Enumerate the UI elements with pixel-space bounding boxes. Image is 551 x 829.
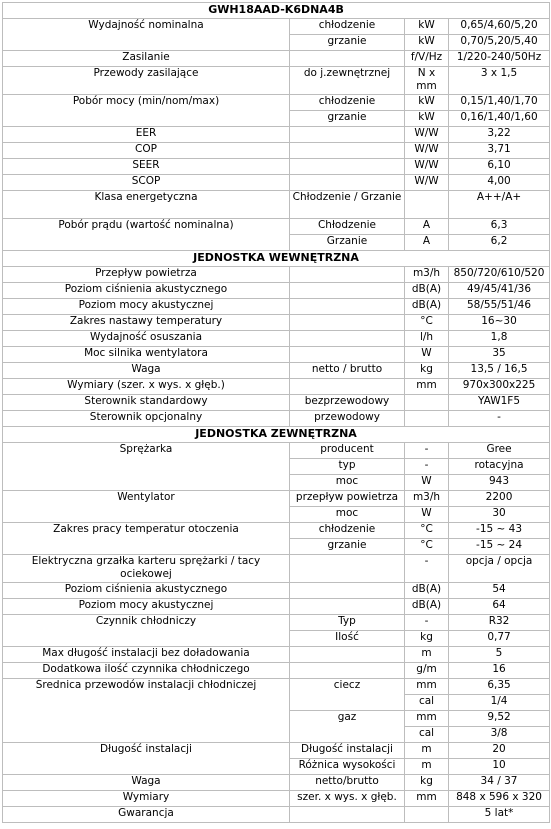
row-value: 3/8 — [449, 727, 550, 743]
row-unit — [405, 191, 449, 219]
table-row — [3, 95, 550, 111]
row-unit: W — [405, 507, 449, 523]
row-unit: - — [405, 459, 449, 475]
row-unit: W — [405, 347, 449, 363]
table-row — [3, 395, 550, 411]
row-value: rotacyjna — [449, 459, 550, 475]
row-value: 35 — [449, 347, 550, 363]
row-unit: mm — [405, 711, 449, 727]
row-value: 1,8 — [449, 331, 550, 347]
row-label: Pobór prądu (wartość nominalna) — [3, 219, 290, 251]
table-title: GWH18AAD-K6DNA4B — [3, 3, 550, 19]
row-sub — [290, 555, 405, 583]
row-label: Poziom ciśnienia akustycznego — [3, 283, 290, 299]
row-sub: typ — [290, 459, 405, 475]
table-row — [3, 555, 550, 583]
row-sub: moc — [290, 475, 405, 491]
table-row — [3, 283, 550, 299]
row-label: Waga — [3, 775, 290, 791]
row-sub — [290, 599, 405, 615]
table-row — [3, 775, 550, 791]
table-row — [3, 583, 550, 599]
table-row — [3, 411, 550, 427]
row-value: 49/45/41/36 — [449, 283, 550, 299]
row-sub — [290, 299, 405, 315]
row-label: SCOP — [3, 175, 290, 191]
row-unit: m3/h — [405, 267, 449, 283]
row-unit: W/W — [405, 159, 449, 175]
row-unit: kW — [405, 95, 449, 111]
row-sub: Grzanie — [290, 235, 405, 251]
row-sub: producent — [290, 443, 405, 459]
row-sub — [290, 647, 405, 663]
row-value: 970x300x225 — [449, 379, 550, 395]
row-sub: chłodzenie — [290, 95, 405, 111]
row-unit — [405, 807, 449, 823]
row-label: Elektryczna grzałka karteru sprężarki / tacy ociekowej — [3, 555, 290, 583]
row-unit: kg — [405, 631, 449, 647]
table-row — [3, 599, 550, 615]
row-sub — [290, 347, 405, 363]
row-value: Gree — [449, 443, 550, 459]
row-value: 16 — [449, 663, 550, 679]
row-unit: - — [405, 443, 449, 459]
row-unit: f/V/Hz — [405, 51, 449, 67]
row-value: YAW1F5 — [449, 395, 550, 411]
row-unit: W — [405, 475, 449, 491]
row-value: 9,52 — [449, 711, 550, 727]
row-value: 16~30 — [449, 315, 550, 331]
row-value: 848 x 596 x 320 — [449, 791, 550, 807]
row-sub: grzanie — [290, 111, 405, 127]
row-value: 6,10 — [449, 159, 550, 175]
row-unit: W/W — [405, 143, 449, 159]
table-row — [3, 331, 550, 347]
table-row — [3, 663, 550, 679]
row-value: A++/A+ — [449, 191, 550, 219]
row-unit: °C — [405, 523, 449, 539]
row-unit: - — [405, 615, 449, 631]
row-unit: kg — [405, 363, 449, 379]
table-row — [3, 159, 550, 175]
row-sub: gaz — [290, 711, 405, 743]
row-label: Dodatkowa ilość czynnika chłodniczego — [3, 663, 290, 679]
row-value: 20 — [449, 743, 550, 759]
row-value: R32 — [449, 615, 550, 631]
table-row — [3, 791, 550, 807]
row-sub: Różnica wysokości — [290, 759, 405, 775]
row-unit: mm — [405, 379, 449, 395]
row-unit: A — [405, 235, 449, 251]
row-unit: cal — [405, 695, 449, 711]
row-unit: kW — [405, 35, 449, 51]
row-sub: przepływ powietrza — [290, 491, 405, 507]
row-value: 2200 — [449, 491, 550, 507]
table-row — [3, 267, 550, 283]
row-label: Pobór mocy (min/nom/max) — [3, 95, 290, 127]
section-header-row — [3, 427, 550, 443]
row-label: Sprężarka — [3, 443, 290, 491]
row-unit: W/W — [405, 127, 449, 143]
row-sub: moc — [290, 507, 405, 523]
row-sub — [290, 159, 405, 175]
row-label: Przewody zasilające — [3, 67, 290, 95]
table-row — [3, 679, 550, 695]
row-label: Średnica przewodów instalacji chłodniczej — [3, 679, 290, 743]
row-value: 3,71 — [449, 143, 550, 159]
section-header-indoor: JEDNOSTKA WEWNĘTRZNA — [3, 251, 550, 267]
row-label: Zakres nastawy temperatury — [3, 315, 290, 331]
table-row — [3, 443, 550, 459]
row-value: 943 — [449, 475, 550, 491]
table-row — [3, 743, 550, 759]
table-row — [3, 127, 550, 143]
row-unit: cal — [405, 727, 449, 743]
table-row — [3, 647, 550, 663]
row-value: 13,5 / 16,5 — [449, 363, 550, 379]
table-row — [3, 299, 550, 315]
table-row — [3, 523, 550, 539]
row-unit: dB(A) — [405, 299, 449, 315]
table-row — [3, 191, 550, 219]
row-value: 0,70/5,20/5,40 — [449, 35, 550, 51]
row-value: 3,22 — [449, 127, 550, 143]
row-unit: dB(A) — [405, 599, 449, 615]
row-sub: grzanie — [290, 35, 405, 51]
row-value: 0,65/4,60/5,20 — [449, 19, 550, 35]
row-sub — [290, 51, 405, 67]
row-sub — [290, 583, 405, 599]
row-unit: l/h — [405, 331, 449, 347]
table-row — [3, 143, 550, 159]
row-sub — [290, 807, 405, 823]
row-value: 5 lat* — [449, 807, 550, 823]
row-sub — [290, 267, 405, 283]
row-value: 30 — [449, 507, 550, 523]
row-value: 0,77 — [449, 631, 550, 647]
row-value: 3 x 1,5 — [449, 67, 550, 95]
row-sub — [290, 379, 405, 395]
row-value: 1/220-240/50Hz — [449, 51, 550, 67]
row-value: 5 — [449, 647, 550, 663]
row-unit: kg — [405, 775, 449, 791]
row-sub: ciecz — [290, 679, 405, 711]
row-unit: dB(A) — [405, 583, 449, 599]
row-unit: N x mm — [405, 67, 449, 95]
table-row — [3, 807, 550, 823]
row-unit: kW — [405, 19, 449, 35]
row-sub — [290, 663, 405, 679]
row-label: Max długość instalacji bez doładowania — [3, 647, 290, 663]
row-value: -15 ~ 43 — [449, 523, 550, 539]
row-unit: g/m — [405, 663, 449, 679]
row-value: 64 — [449, 599, 550, 615]
row-value: 58/55/51/46 — [449, 299, 550, 315]
row-sub — [290, 315, 405, 331]
row-value: 6,35 — [449, 679, 550, 695]
row-unit: m — [405, 743, 449, 759]
row-sub — [290, 127, 405, 143]
row-label: Zakres pracy temperatur otoczenia — [3, 523, 290, 555]
row-label: Moc silnika wentylatora — [3, 347, 290, 363]
spec-table — [2, 2, 550, 823]
row-sub: Chłodzenie / Grzanie — [290, 191, 405, 219]
row-sub: grzanie — [290, 539, 405, 555]
row-value: 0,16/1,40/1,60 — [449, 111, 550, 127]
section-header-row — [3, 251, 550, 267]
row-value: 0,15/1,40/1,70 — [449, 95, 550, 111]
row-unit — [405, 395, 449, 411]
row-label: Długość instalacji — [3, 743, 290, 775]
row-label: Poziom mocy akustycznej — [3, 599, 290, 615]
row-unit: m — [405, 759, 449, 775]
table-row — [3, 51, 550, 67]
row-sub: netto/brutto — [290, 775, 405, 791]
row-label: Wymiary — [3, 791, 290, 807]
row-label: Poziom mocy akustycznej — [3, 299, 290, 315]
row-label: EER — [3, 127, 290, 143]
row-sub — [290, 175, 405, 191]
row-label: Waga — [3, 363, 290, 379]
row-label: Klasa energetyczna — [3, 191, 290, 219]
row-sub — [290, 331, 405, 347]
row-unit: °C — [405, 539, 449, 555]
row-label: Czynnik chłodniczy — [3, 615, 290, 647]
row-value: 10 — [449, 759, 550, 775]
table-row — [3, 315, 550, 331]
row-sub: Typ — [290, 615, 405, 631]
row-sub: szer. x wys. x głęb. — [290, 791, 405, 807]
row-unit — [405, 411, 449, 427]
section-header-outdoor: JEDNOSTKA ZEWNĘTRZNA — [3, 427, 550, 443]
row-label: Gwarancja — [3, 807, 290, 823]
table-row — [3, 491, 550, 507]
table-title-row — [3, 3, 550, 19]
row-unit: W/W — [405, 175, 449, 191]
table-row — [3, 67, 550, 95]
row-label: Przepływ powietrza — [3, 267, 290, 283]
row-value: 850/720/610/520 — [449, 267, 550, 283]
row-unit: dB(A) — [405, 283, 449, 299]
table-row — [3, 379, 550, 395]
table-row — [3, 219, 550, 235]
row-sub: Długość instalacji — [290, 743, 405, 759]
table-row — [3, 347, 550, 363]
row-value: 1/4 — [449, 695, 550, 711]
row-label: Poziom ciśnienia akustycznego — [3, 583, 290, 599]
row-sub: netto / brutto — [290, 363, 405, 379]
table-row — [3, 363, 550, 379]
table-row — [3, 175, 550, 191]
row-value: 34 / 37 — [449, 775, 550, 791]
row-label: Zasilanie — [3, 51, 290, 67]
row-label: Wydajność osuszania — [3, 331, 290, 347]
row-label: Sterownik standardowy — [3, 395, 290, 411]
row-unit: m — [405, 647, 449, 663]
row-label: Wydajność nominalna — [3, 19, 290, 51]
row-unit: °C — [405, 315, 449, 331]
row-value: opcja / opcja — [449, 555, 550, 583]
row-value: 6,2 — [449, 235, 550, 251]
row-label: SEER — [3, 159, 290, 175]
row-unit: A — [405, 219, 449, 235]
row-unit: m3/h — [405, 491, 449, 507]
row-value: 4,00 — [449, 175, 550, 191]
row-unit: mm — [405, 791, 449, 807]
row-sub: chłodzenie — [290, 19, 405, 35]
row-label: COP — [3, 143, 290, 159]
row-unit: - — [405, 555, 449, 583]
table-row — [3, 615, 550, 631]
row-label: Sterownik opcjonalny — [3, 411, 290, 427]
row-unit: mm — [405, 679, 449, 695]
row-sub: Chłodzenie — [290, 219, 405, 235]
row-label: Wentylator — [3, 491, 290, 523]
row-sub: do j.zewnętrznej — [290, 67, 405, 95]
row-value: -15 ~ 24 — [449, 539, 550, 555]
row-sub — [290, 283, 405, 299]
row-sub — [290, 143, 405, 159]
row-sub: Ilość — [290, 631, 405, 647]
row-sub: bezprzewodowy — [290, 395, 405, 411]
table-row — [3, 19, 550, 35]
row-value: 6,3 — [449, 219, 550, 235]
row-label: Wymiary (szer. x wys. x głęb.) — [3, 379, 290, 395]
row-value: 54 — [449, 583, 550, 599]
row-sub: chłodzenie — [290, 523, 405, 539]
row-value: - — [449, 411, 550, 427]
row-sub: przewodowy — [290, 411, 405, 427]
row-unit: kW — [405, 111, 449, 127]
